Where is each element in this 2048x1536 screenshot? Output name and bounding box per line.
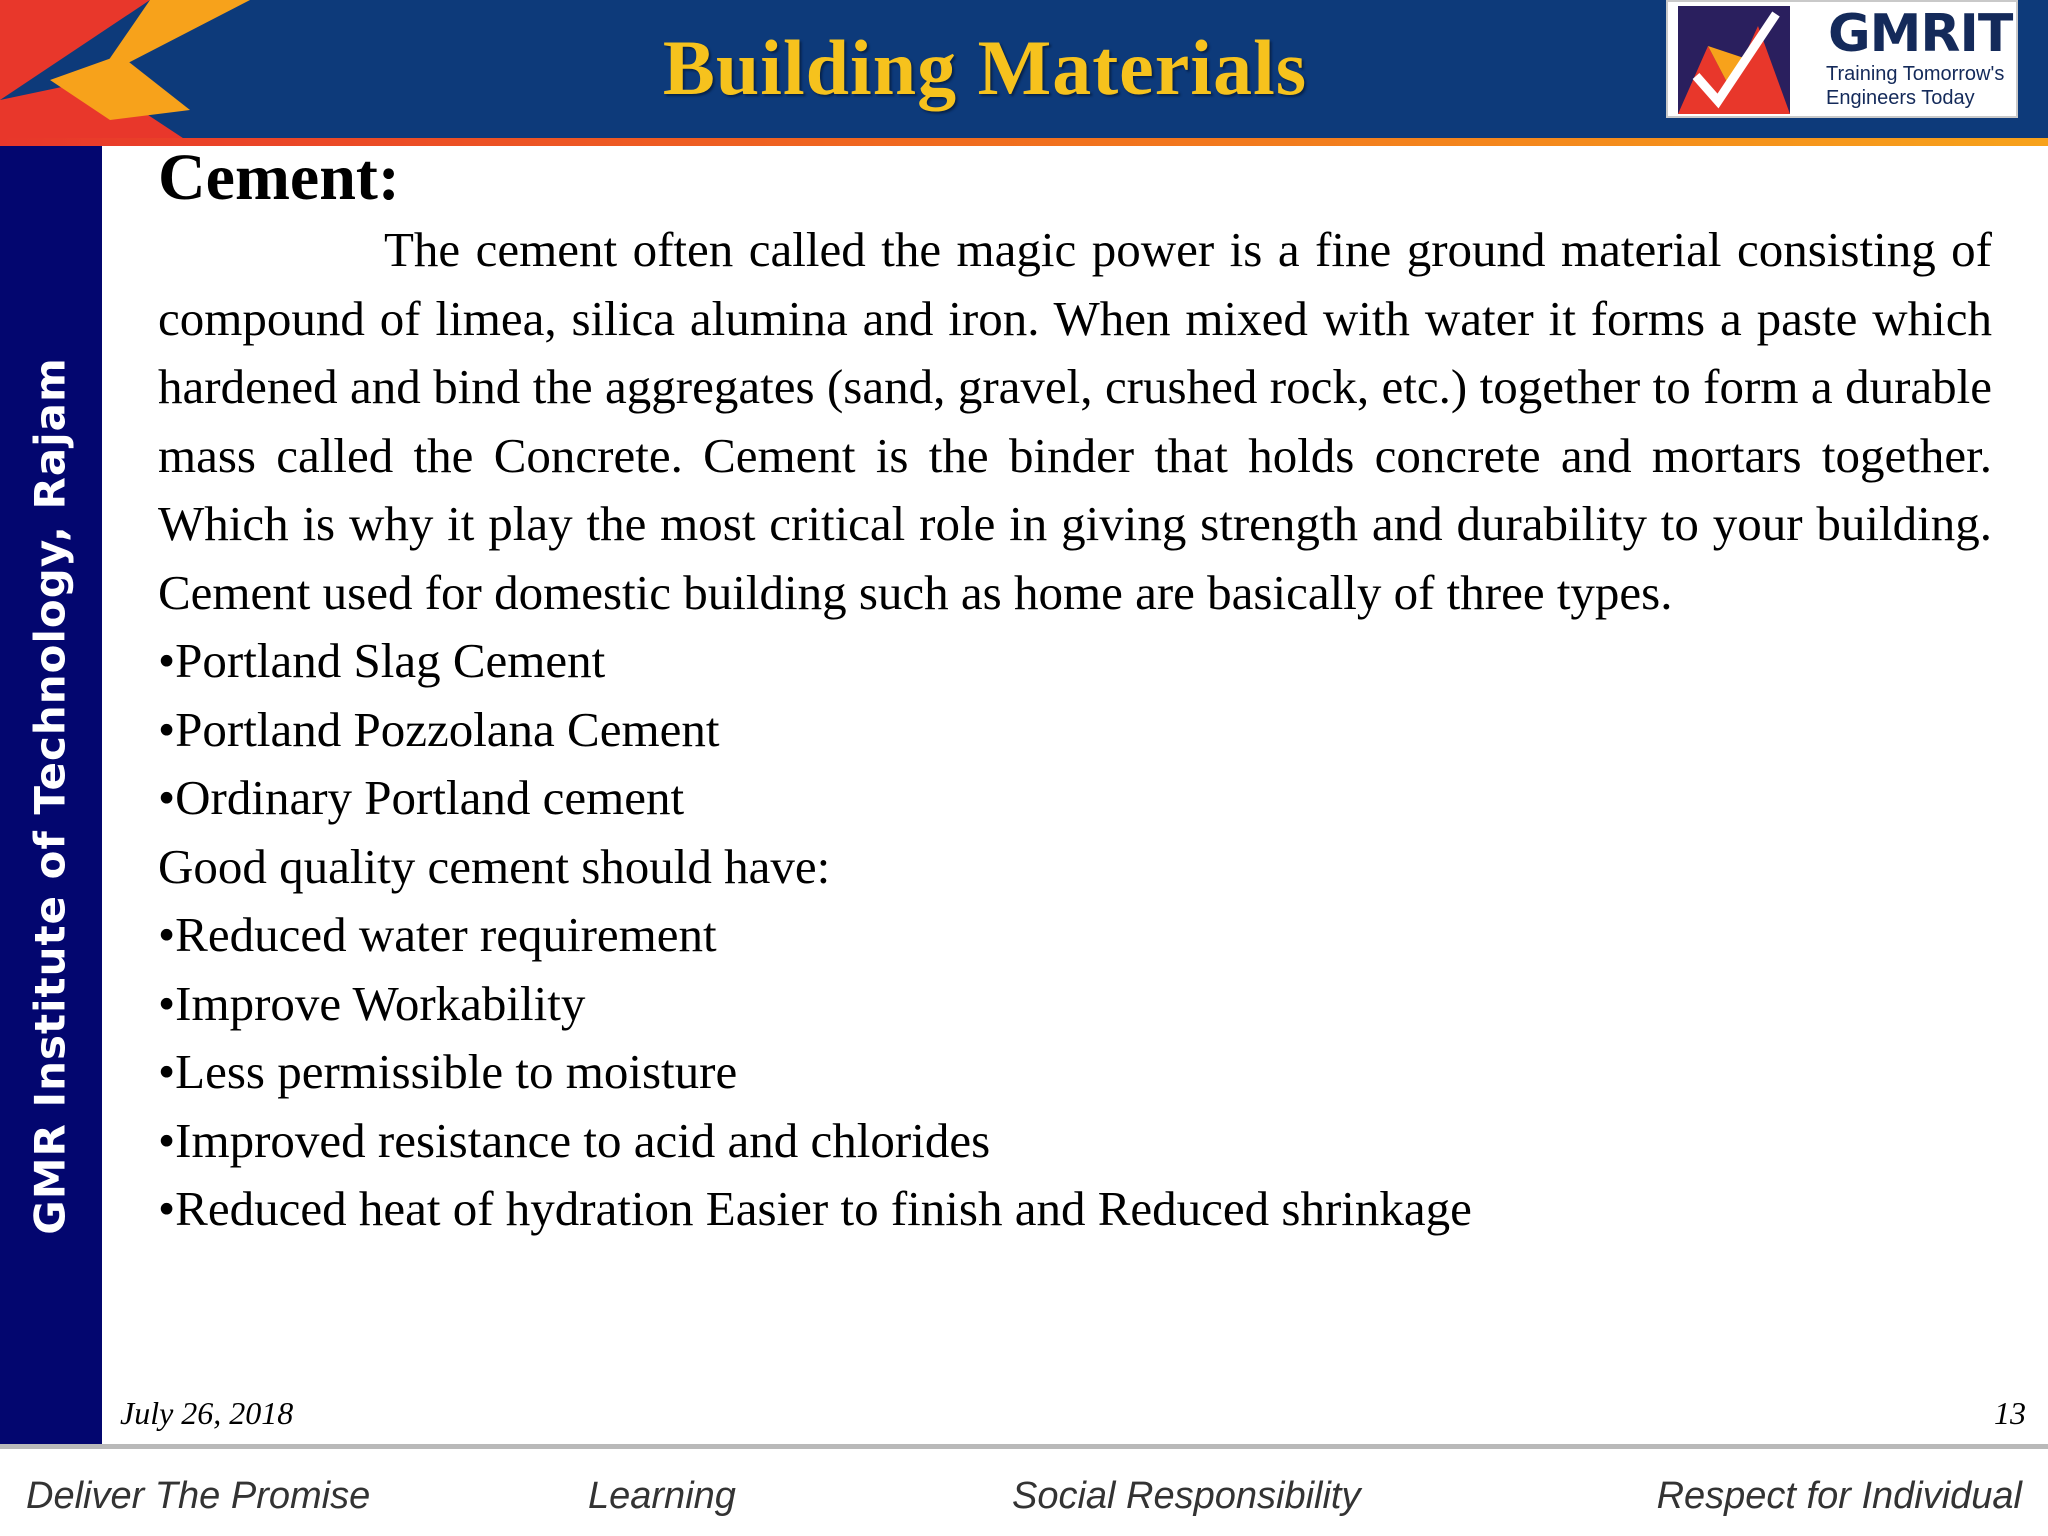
footer-motto: Respect for Individual: [1656, 1475, 2022, 1517]
slide-title: Building Materials: [662, 24, 1308, 111]
footer-motto: Learning: [588, 1475, 736, 1517]
quality-item: •Less permissible to moisture: [158, 1044, 738, 1099]
cement-type-item: •Ordinary Portland cement: [158, 770, 685, 825]
logo-tagline: [1826, 62, 2016, 110]
institute-name: GMR Institute of Technology, Rajam: [25, 357, 75, 1235]
cement-type-item: •Portland Slag Cement: [158, 633, 606, 688]
footer-bar: [0, 1449, 2048, 1536]
body-paragraph: The cement often called the magic power is a fine ground material consisting of compound of limea, silica alumina and iron. When mixed with water it forms a paste which hardened and bind the aggregates (sand, gravel, crushed rock, etc.) together to form a durable mass called the Concrete. Cement is the binder that holds concrete and mortars together. Which is why it play the most critical role in giving strength and durability to your building. Cement used for domestic building such as home are basically of three types.: [158, 222, 1992, 620]
slide-date: July 26, 2018: [120, 1395, 294, 1431]
section-heading: Cement:: [158, 141, 400, 214]
logo-tagline-line2: Engineers Today: [1826, 87, 1975, 109]
gmrit-logo: [1666, 0, 2018, 118]
logo-mark-icon: [1678, 6, 1790, 114]
quality-item: •Improved resistance to acid and chlorides: [158, 1112, 991, 1168]
page-number: 13: [1994, 1395, 2026, 1431]
quality-item: •Reduced heat of hydration Easier to finish and Reduced shrinkage: [158, 1181, 1472, 1236]
logo-tagline-line1: Training Tomorrow's: [1826, 63, 2005, 85]
slide-body: [158, 140, 1992, 1244]
footer-motto: Deliver The Promise: [26, 1475, 371, 1517]
footer-motto: Social Responsibility: [1012, 1475, 1361, 1517]
logo-name: GMRIT: [1828, 4, 2013, 64]
quality-item: •Reduced water requirement: [158, 907, 717, 962]
quality-heading: Good quality cement should have:: [158, 838, 831, 894]
cement-type-item: •Portland Pozzolana Cement: [158, 701, 720, 757]
quality-item: •Improve Workability: [158, 975, 586, 1031]
